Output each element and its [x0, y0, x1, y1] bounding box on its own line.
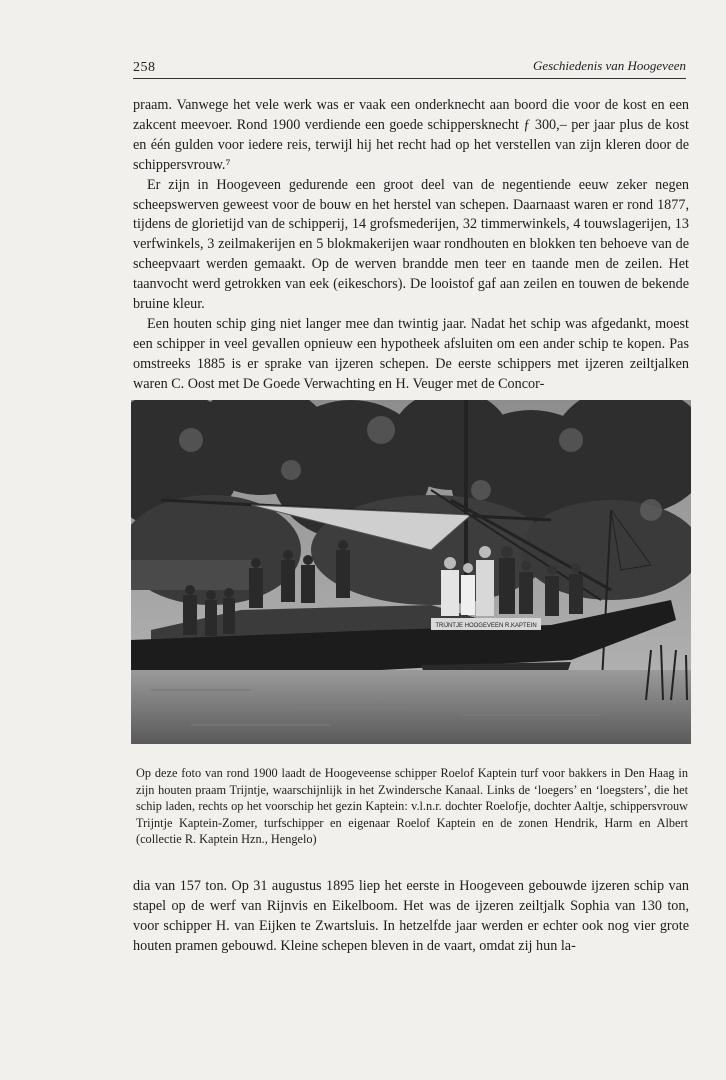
paragraph: Een houten schip ging niet langer mee dan twintig jaar. Nadat het schip was afgedankt, moest een schipper in veel gevallen opnieuw een hypotheek afsluiten om een ander schip te kopen. Pas omstreeks 1885 is er sprake van ijzeren schepen. De eerste schippers met ijzeren zeiltjalken waren C. Oost met De Goede Verwachting en H. Veuger met de Concor-	[133, 315, 689, 392]
running-title: Geschiedenis van Hoogeveen	[532, 58, 686, 73]
peat-stack	[131, 560, 261, 590]
canal-water	[131, 670, 691, 744]
boat-name-plate-text: TRIJNTJE HOOGEVEEN R.KAPTEIN	[435, 623, 537, 629]
caption-text: Op deze foto van rond 1900 laadt de Hoogeveense schipper Roelof Kaptein turf voor bakkers in Den Haag in zijn houten praam Trijntje, waarschijnlijk in het Zwindersche Kanaal. Links de ‘loegers’ en ‘loegsters’, die het schip laden, rechts op het voorschip het gezin Kaptein: v.l.n.r. dochter Roelofje, dochter Aaltje, schippersvrouw Trijntje Kaptein-Zomer, turfschipper en eigenaar Roelof Kaptein en de zonen Hendrik, Harm en Albert (collectie R. Kaptein Hzn., Hengelo)	[136, 766, 688, 847]
historical-photo	[131, 400, 691, 744]
body-text-top	[133, 96, 689, 395]
page-number: 258	[133, 60, 156, 75]
page-header	[133, 56, 686, 79]
paragraph: dia van 157 ton. Op 31 augustus 1895 liep het eerste in Hoogeveen gebouwde ijzeren schip van stapel op de werf van Rijnvis en Eikelboom. Het was de ijzeren zeiltjalk Sophia van 130 ton, voor schipper H. van Eijken te Zwartsluis. In hetzelfde jaar werden er echter ook nog vier grote houten pramen gebouwd. Kleine schepen bleven in de vaart, omdat zij hun la-	[133, 878, 689, 954]
paragraph: praam. Vanwege het vele werk was er vaak een onderknecht aan boord die voor de kost en een zakcent meevoer. Rond 1900 verdiende een goede schippersknecht ƒ 300,– per jaar plus de kost en één gulden voor iedere reis, terwijl hij het recht had op het verstellen van zijn kleren door de schippersvrouw.⁷	[133, 97, 689, 173]
photo-illustration	[131, 400, 691, 744]
photo-caption	[136, 765, 688, 848]
paragraph: Er zijn in Hoogeveen gedurende een groot deel van de negentiende eeuw zeker negen scheepswerven geweest voor de bouw en het herstel van schepen. Daarnaast waren er rond 1877, tijdens de glorietijd van de schipperij, 14 grofsmederijen, 32 timmerwinkels, 4 touwslagerijen, 13 verfwinkels, 3 zeilmakerijen en 5 blokmakerijen waar rondhouten en blokken ten behoeve van de scheepvaart werden gemaakt. Op de werven brandde men teer en taande men de zeilen. Het taanvocht werd getrokken van eek (eikeschors). De looistof gaf aan zeilen en touwen de bekende bruine kleur.	[133, 176, 689, 313]
body-text-bottom	[133, 877, 689, 957]
